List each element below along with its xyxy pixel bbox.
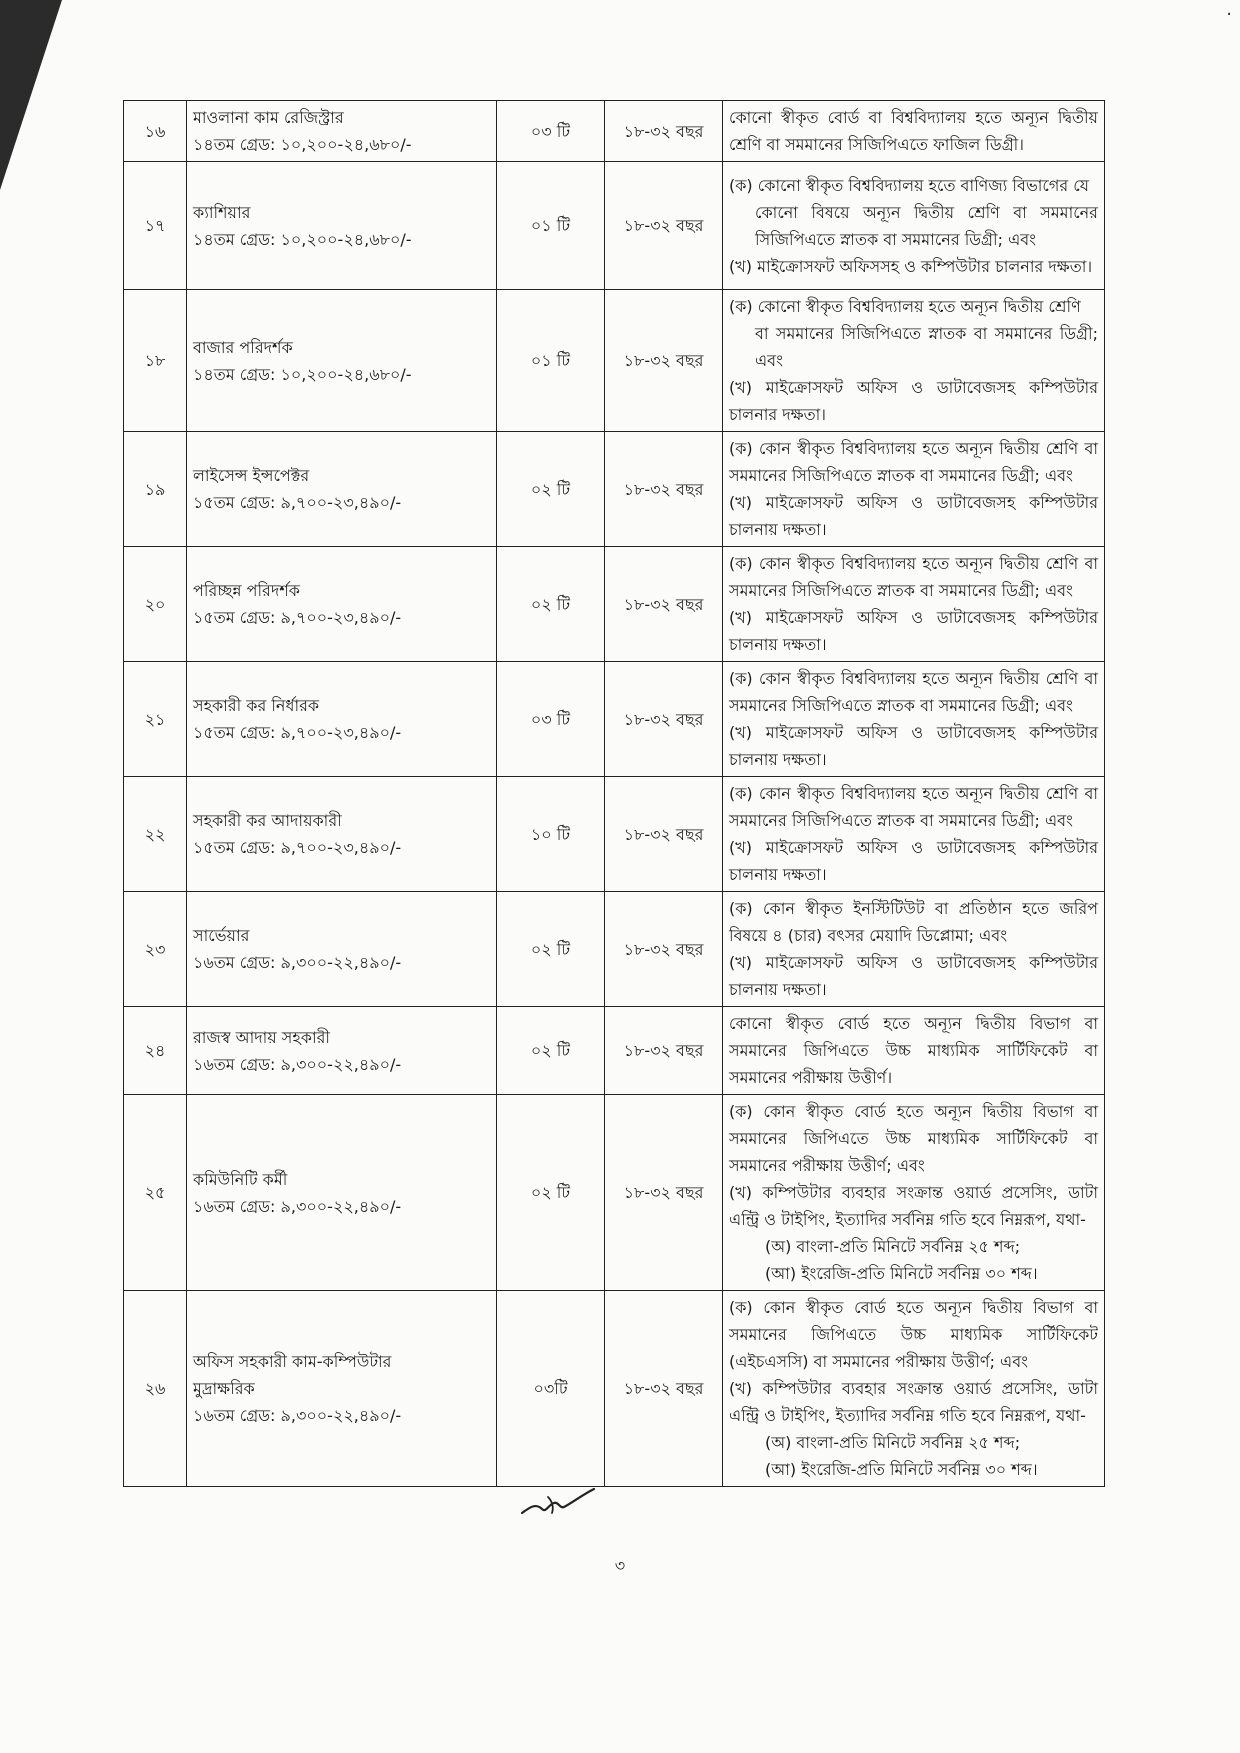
table-row [124,101,1105,162]
table-row [124,547,1105,662]
qualification-cell [723,892,1105,1007]
serial-cell: ২৪ [124,1007,187,1095]
quantity-cell: ০২ টি [497,432,605,547]
post-cell [187,662,497,777]
table-row [124,1291,1105,1487]
post-cell [187,290,497,432]
serial-cell: ১৯ [124,432,187,547]
age-cell: ১৮-৩২ বছর [605,662,723,777]
quantity-cell: ০৩ টি [497,662,605,777]
post-name-continued: মুদ্রাক্ষরিক [193,1379,255,1398]
post-cell [187,162,497,290]
qualification-line: (ক) কোন স্বীকৃত বোর্ড হতে অন্যূন দ্বিতীয় বিভাগ বা সমমানের জিপিএতে উচ্চ মাধ্যমিক সার্টিফিকেট বা সমমানের পরীক্ষায় উত্তীর্ণ; এবং [729,1102,1098,1175]
post-grade: ১৫তম গ্রেড: ৯,৭০০-২৩,৪৯০/- [193,723,402,742]
signature-mark [518,1483,598,1523]
serial-cell: ২০ [124,547,187,662]
qualification-line: (ক) কোন স্বীকৃত বোর্ড হতে অন্যূন দ্বিতীয় বিভাগ বা সমমানের জিপিএতে উচ্চ মাধ্যমিক সার্টিফিকেট (এইচএসসি) বা সমমানের পরীক্ষায় উত্তীর্ণ; এবং [729,1298,1098,1371]
table-row [124,892,1105,1007]
qualification-line: কোনো স্বীকৃত বোর্ড হতে অন্যূন দ্বিতীয় বিভাগ বা সমমানের জিপিএতে উচ্চ মাধ্যমিক সার্টিফিকেট বা সমমানের পরীক্ষায় উত্তীর্ণ। [729,1014,1098,1087]
post-grade: ১৫তম গ্রেড: ৯,৭০০-২৩,৪৯০/- [193,493,402,512]
qualification-line: (অ) বাংলা-প্রতি মিনিটে সর্বনিম্ন ২৫ শব্দ; [765,1433,1021,1452]
qualification-line: (খ) মাইক্রোসফট অফিস ও ডাটাবেজসহ কম্পিউটার চালনায় দক্ষতা। [729,493,1098,539]
quantity-cell: ০১ টি [497,290,605,432]
post-cell [187,1095,497,1291]
qualification-cell [723,547,1105,662]
table-row [124,1095,1105,1291]
post-name: ক্যাশিয়ার [193,202,251,222]
qualification-line: (খ) মাইক্রোসফট অফিস ও ডাটাবেজসহ কম্পিউটার চালনায় দক্ষতা। [729,608,1098,654]
quantity-cell: ০২ টি [497,1007,605,1095]
post-name: অফিস সহকারী কাম-কম্পিউটার [193,1352,392,1371]
table-row [124,777,1105,892]
qualification-line: (ক) কোন স্বীকৃত বিশ্ববিদ্যালয় হতে অন্যূন দ্বিতীয় শ্রেণি বা সমমানের সিজিপিএতে স্নাতক বা সমমানের ডিগ্রী; এবং [729,669,1098,715]
post-name: রাজস্ব আদায় সহকারী [193,1027,330,1047]
qualification-cell [723,1095,1105,1291]
qualification-line: (ক) কোনো স্বীকৃত বিশ্ববিদ্যালয় হতে অন্যূন দ্বিতীয় শ্রেণি [729,297,1081,316]
quantity-cell: ১০ টি [497,777,605,892]
page-number: ৩ [614,1556,626,1575]
qualification-line: বা সমমানের সিজিপিএতে স্নাতক বা সমমানের ডিগ্রী; এবং [755,324,1098,370]
post-grade: ১৫তম গ্রেড: ৯,৭০০-২৩,৪৯০/- [193,608,402,627]
post-grade: ১৬তম গ্রেড: ৯,৩০০-২২,৪৯০/- [193,953,402,972]
serial-cell: ২৫ [124,1095,187,1291]
qualification-line: (ক) কোন স্বীকৃত বিশ্ববিদ্যালয় হতে অন্যূন দ্বিতীয় শ্রেণি বা সমমানের সিজিপিএতে স্নাতক বা সমমানের ডিগ্রী; এবং [729,784,1098,830]
quantity-cell: ০২ টি [497,892,605,1007]
qualification-line: কোনো বিষয়ে অন্যূন দ্বিতীয় শ্রেণি বা সমমানের সিজিপিএতে স্নাতক বা সমমানের ডিগ্রী; এবং [755,202,1098,249]
age-cell: ১৮-৩২ বছর [605,1095,723,1291]
qualification-line: (খ) মাইক্রোসফট অফিস ও ডাটাবেজসহ কম্পিউটার চালনায় দক্ষতা। [729,838,1098,884]
post-cell [187,432,497,547]
age-cell: ১৮-৩২ বছর [605,162,723,290]
post-grade: ১৬তম গ্রেড: ৯,৩০০-২২,৪৯০/- [193,1196,402,1216]
age-cell: ১৮-৩২ বছর [605,432,723,547]
age-cell: ১৮-৩২ বছর [605,1007,723,1095]
post-grade: ১৪তম গ্রেড: ১০,২০০-২৪,৬৮০/- [193,364,412,384]
post-cell [187,892,497,1007]
post-name: সার্ভেয়ার [193,926,250,945]
qualification-line: (ক) কোনো স্বীকৃত বিশ্ববিদ্যালয় হতে বাণিজ্য বিভাগের যে [729,175,1089,195]
post-name: বাজার পরিদর্শক [193,337,293,357]
qualification-line: (খ) কম্পিউটার ব্যবহার সংক্রান্ত ওয়ার্ড প্রসেসিং, ডাটা এন্ট্রি ও টাইপিং, ইত্যাদির সর্বনিম্ন গতি হবে নিম্নরূপ, যথা- [729,1183,1098,1229]
table-row [124,1007,1105,1095]
post-name: লাইসেন্স ইন্সপেক্টর [193,466,310,485]
serial-cell: ১৬ [124,101,187,162]
post-name: সহকারী কর আদায়কারী [193,811,342,830]
qualification-cell [723,432,1105,547]
quantity-cell: ০১ টি [497,162,605,290]
table-row [124,162,1105,290]
post-cell [187,101,497,162]
age-cell: ১৮-৩২ বছর [605,1291,723,1487]
qualification-line: কোনো স্বীকৃত বোর্ড বা বিশ্ববিদ্যালয় হতে অন্যূন দ্বিতীয় শ্রেণি বা সমমানের সিজিপিএতে ফাজিল ডিগ্রী। [729,108,1098,154]
qualification-line: (ক) কোন স্বীকৃত ইনস্টিটিউট বা প্রতিষ্ঠান হতে জরিপ বিষয়ে ৪ (চার) বৎসর মেয়াদি ডিপ্লোমা; এবং [729,899,1098,945]
age-cell: ১৮-৩২ বছর [605,777,723,892]
post-name: সহকারী কর নির্ধারক [193,696,320,715]
age-cell: ১৮-৩২ বছর [605,892,723,1007]
serial-cell: ২৩ [124,892,187,1007]
post-grade: ১৪তম গ্রেড: ১০,২০০-২৪,৬৮০/- [193,229,412,249]
quantity-cell: ০২ টি [497,1095,605,1291]
qualification-cell [723,101,1105,162]
qualification-cell [723,290,1105,432]
table-row [124,662,1105,777]
serial-cell: ২৬ [124,1291,187,1487]
table-row [124,290,1105,432]
qualification-line: (খ) মাইক্রোসফট অফিস ও ডাটাবেজসহ কম্পিউটার চালনায় দক্ষতা। [729,953,1098,999]
qualification-line: (আ) ইংরেজি-প্রতি মিনিটে সর্বনিম্ন ৩০ শব্দ। [765,1460,1038,1479]
post-grade: ১৫তম গ্রেড: ৯,৭০০-২৩,৪৯০/- [193,838,402,857]
serial-cell: ১৮ [124,290,187,432]
age-cell: ১৮-৩২ বছর [605,547,723,662]
post-grade: ১৬তম গ্রেড: ৯,৩০০-২২,৪৯০/- [193,1054,402,1074]
quantity-cell: ০৩ টি [497,101,605,162]
age-cell: ১৮-৩২ বছর [605,290,723,432]
qualification-line: (ক) কোন স্বীকৃত বিশ্ববিদ্যালয় হতে অন্যূন দ্বিতীয় শ্রেণি বা সমমানের সিজিপিএতে স্নাতক বা সমমানের ডিগ্রী; এবং [729,554,1098,600]
qualification-cell [723,1291,1105,1487]
post-grade: ১৬তম গ্রেড: ৯,৩০০-২২,৪৯০/- [193,1406,402,1425]
post-cell [187,1291,497,1487]
qualification-cell [723,777,1105,892]
qualification-cell [723,662,1105,777]
table-row [124,432,1105,547]
post-grade: ১৪তম গ্রেড: ১০,২০০-২৪,৬৮০/- [193,135,412,154]
post-cell [187,1007,497,1095]
scan-edge-mark: · [1226,4,1232,25]
post-name: কমিউনিটি কর্মী [193,1169,288,1189]
qualification-line: (খ) কম্পিউটার ব্যবহার সংক্রান্ত ওয়ার্ড প্রসেসিং, ডাটা এন্ট্রি ও টাইপিং, ইত্যাদির সর্বনিম্ন গতি হবে নিম্নরূপ, যথা- [729,1379,1098,1425]
quantity-cell: ০৩টি [497,1291,605,1487]
qualification-cell [723,1007,1105,1095]
post-name: পরিচ্ছন্ন পরিদর্শক [193,581,300,600]
quantity-cell: ০২ টি [497,547,605,662]
qualification-line: (আ) ইংরেজি-প্রতি মিনিটে সর্বনিম্ন ৩০ শব্দ। [765,1264,1038,1283]
qualification-line: (খ) মাইক্রোসফট অফিস ও ডাটাবেজসহ কম্পিউটার চালনায় দক্ষতা। [729,723,1098,769]
qualification-line: (খ) মাইক্রোসফট অফিস ও ডাটাবেজসহ কম্পিউটার চালনার দক্ষতা। [729,378,1098,424]
serial-cell: ২২ [124,777,187,892]
qualification-cell [723,162,1105,290]
age-cell: ১৮-৩২ বছর [605,101,723,162]
serial-cell: ২১ [124,662,187,777]
serial-cell: ১৭ [124,162,187,290]
qualification-line: (খ) মাইক্রোসফট অফিসসহ ও কম্পিউটার চালনার দক্ষতা। [729,256,1093,276]
post-cell [187,777,497,892]
qualification-line: (অ) বাংলা-প্রতি মিনিটে সর্বনিম্ন ২৫ শব্দ; [765,1237,1021,1256]
post-name: মাওলানা কাম রেজিস্ট্রার [193,108,344,127]
scan-corner-mark [0,0,62,190]
post-cell [187,547,497,662]
job-vacancy-table [123,100,1105,1487]
qualification-line: (ক) কোন স্বীকৃত বিশ্ববিদ্যালয় হতে অন্যূন দ্বিতীয় শ্রেণি বা সমমানের সিজিপিএতে স্নাতক বা সমমানের ডিগ্রী; এবং [729,439,1098,485]
